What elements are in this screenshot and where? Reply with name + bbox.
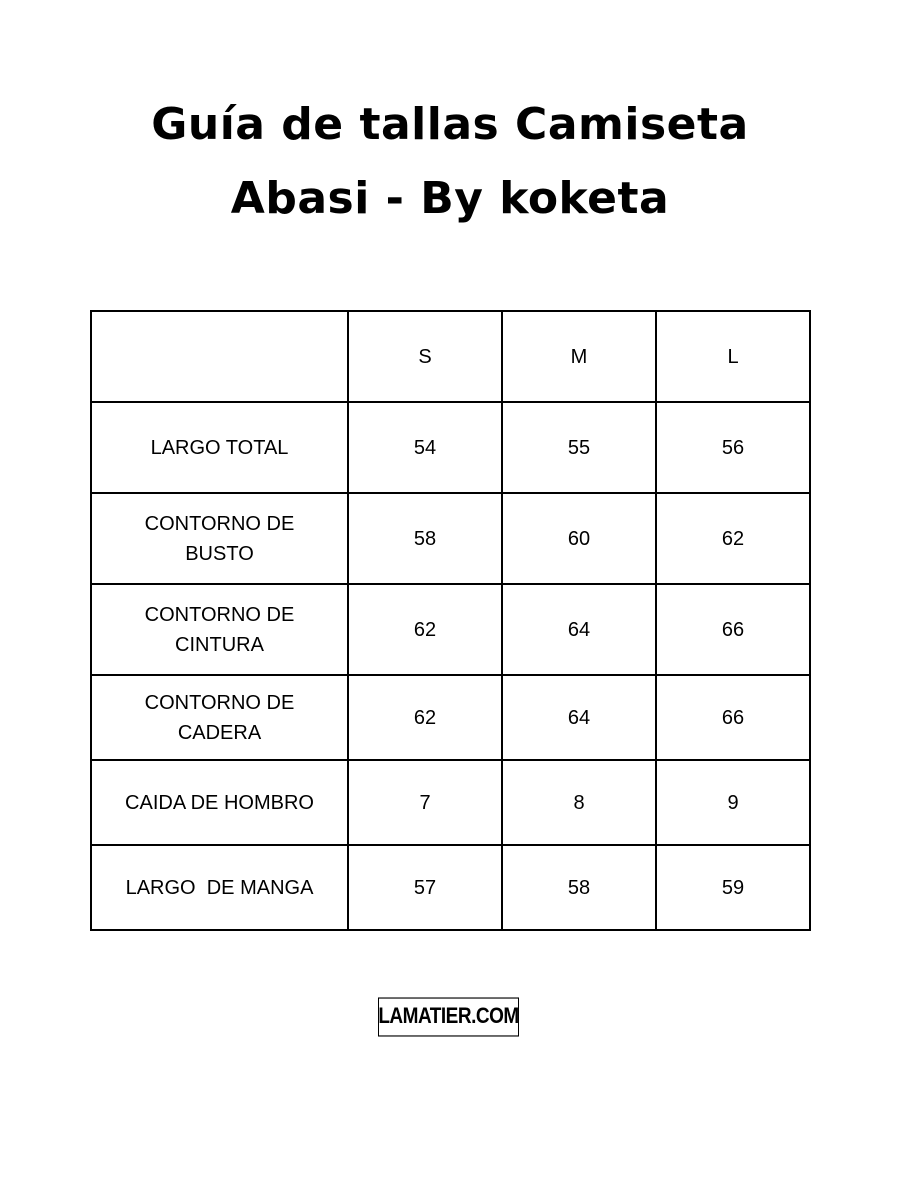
header-cell-size-l: L	[656, 311, 810, 402]
page-title	[0, 88, 900, 236]
header-cell-size-s: S	[348, 311, 502, 402]
cell-value-s: 62	[348, 584, 502, 675]
cell-value-s: 58	[348, 493, 502, 584]
cell-value-m: 58	[502, 845, 656, 930]
cell-value-l: 66	[656, 675, 810, 760]
table-row	[91, 760, 810, 845]
cell-value-m: 8	[502, 760, 656, 845]
row-label: LARGO TOTAL	[91, 402, 348, 493]
row-label	[91, 493, 348, 584]
cell-value-m: 64	[502, 584, 656, 675]
size-chart-table	[90, 310, 811, 931]
cell-value-l: 9	[656, 760, 810, 845]
row-label: CAIDA DE HOMBRO	[91, 760, 348, 845]
row-label-text: CONTORNO DE BUSTO	[144, 512, 295, 565]
cell-value-l: 66	[656, 584, 810, 675]
table-row	[91, 402, 810, 493]
row-label	[91, 675, 348, 760]
table-row	[91, 675, 810, 760]
cell-value-s: 57	[348, 845, 502, 930]
cell-value-s: 62	[348, 675, 502, 760]
table-row	[91, 493, 810, 584]
row-label	[91, 584, 348, 675]
table-row	[91, 584, 810, 675]
title-line-1: Guía de tallas Camiseta	[151, 99, 749, 150]
cell-value-l: 62	[656, 493, 810, 584]
row-label-text: CONTORNO DE CINTURA	[144, 603, 295, 656]
lamatier-logo: LAMATIER.COM	[378, 997, 519, 1036]
title-line-2: Abasi - By koketa	[230, 173, 670, 224]
table-header-row	[91, 311, 810, 402]
cell-value-m: 64	[502, 675, 656, 760]
cell-value-s: 7	[348, 760, 502, 845]
cell-value-l: 56	[656, 402, 810, 493]
cell-value-m: 55	[502, 402, 656, 493]
header-cell-size-m: M	[502, 311, 656, 402]
header-cell-empty	[91, 311, 348, 402]
cell-value-m: 60	[502, 493, 656, 584]
row-label: LARGO DE MANGA	[91, 845, 348, 930]
table-row	[91, 845, 810, 930]
cell-value-l: 59	[656, 845, 810, 930]
cell-value-s: 54	[348, 402, 502, 493]
row-label-text: CONTORNO DE CADERA	[144, 691, 295, 744]
